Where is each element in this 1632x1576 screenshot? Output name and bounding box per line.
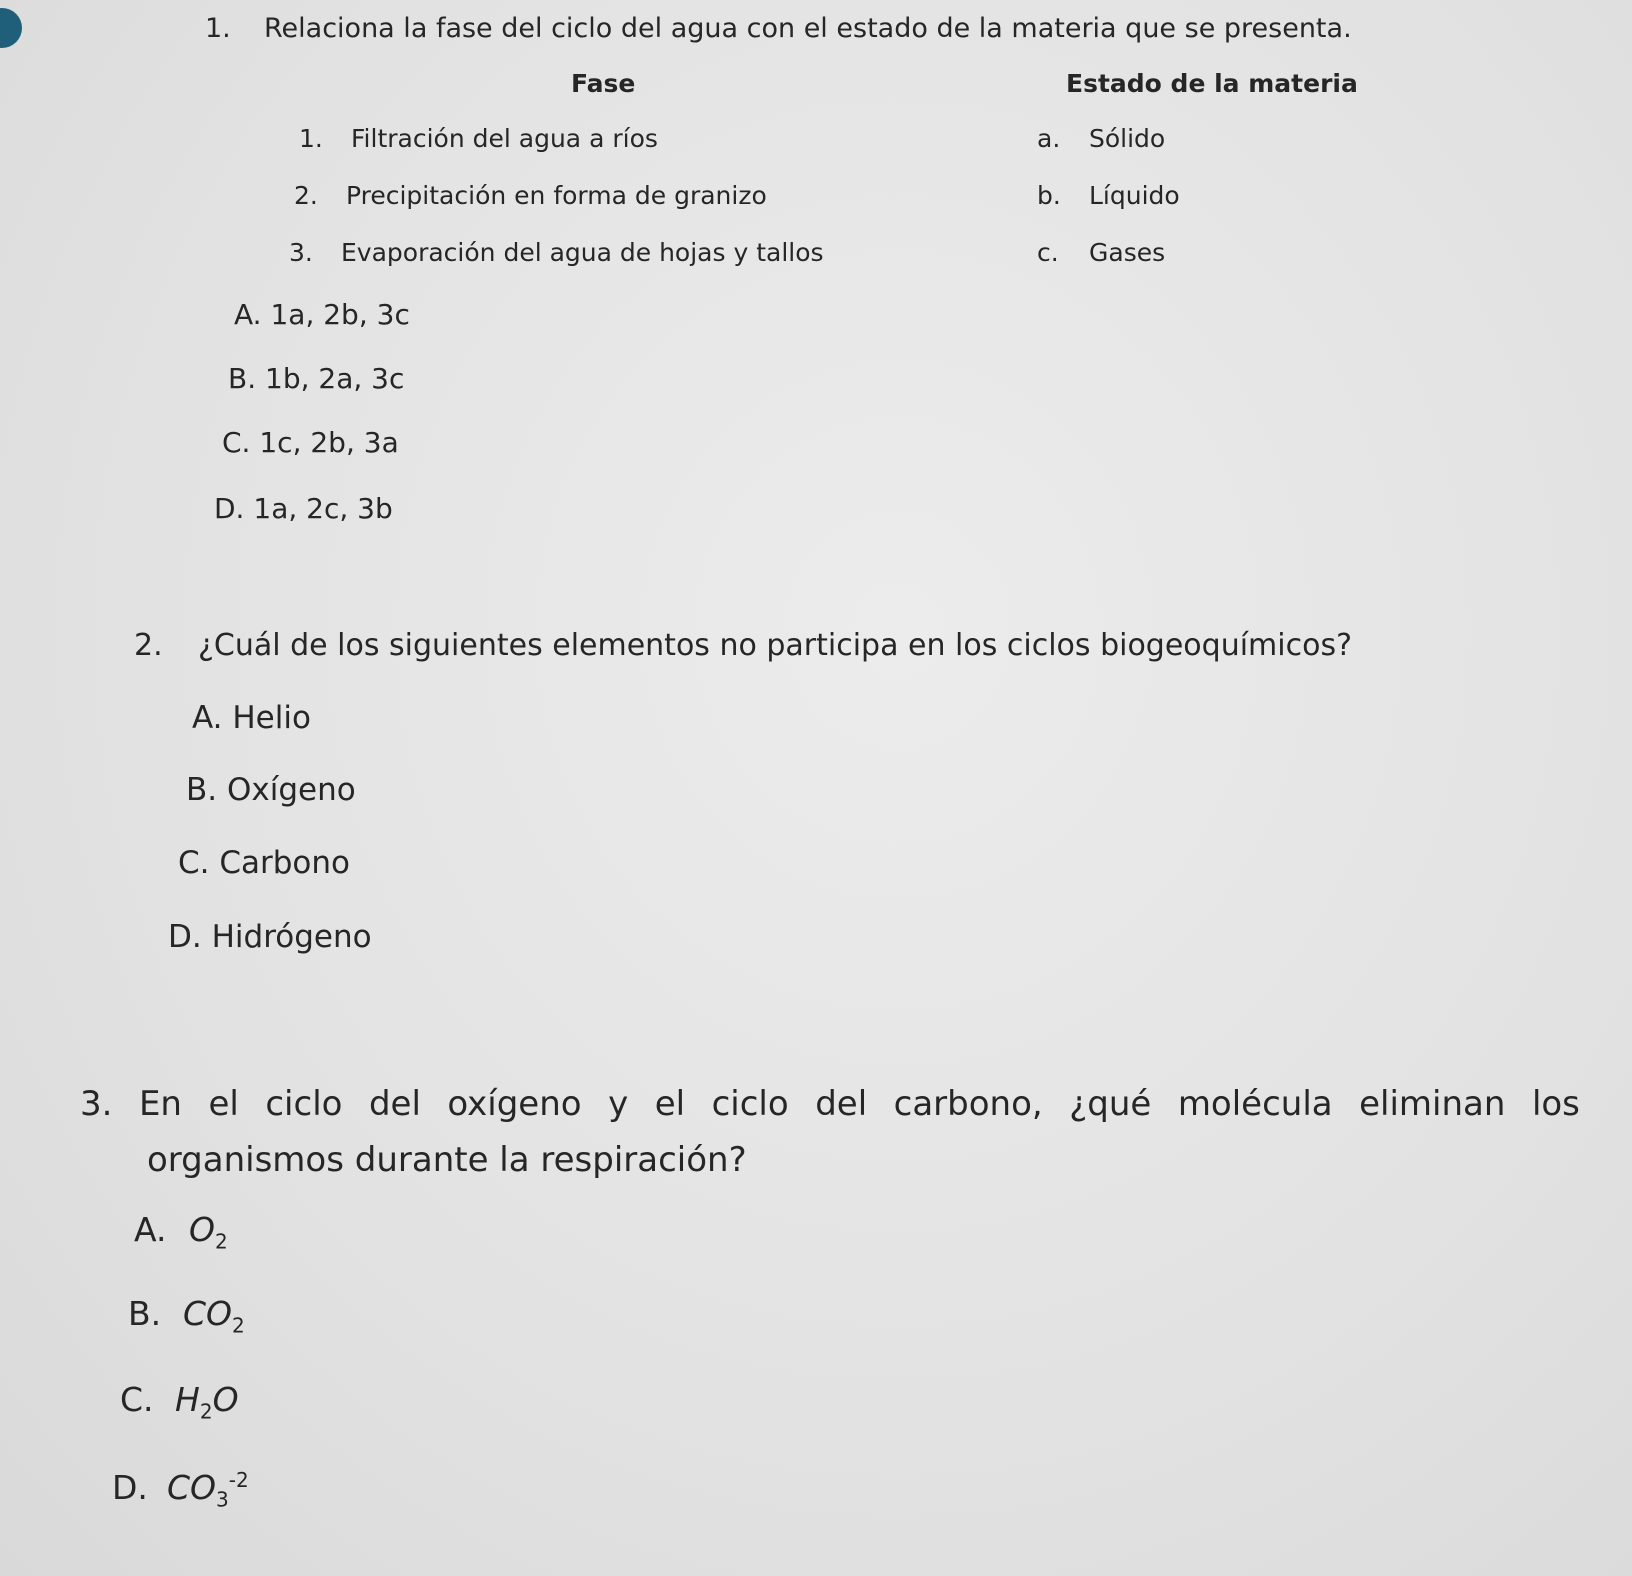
question-2-option-c[interactable]	[178, 845, 350, 881]
option-label: B.	[228, 362, 257, 395]
question-2-option-a[interactable]	[192, 700, 311, 736]
state-text: Gases	[1089, 238, 1166, 267]
question-3-word: del	[815, 1084, 868, 1124]
option-text: Carbono	[219, 845, 351, 881]
option-text: Oxígeno	[226, 772, 356, 808]
option-text: 1a, 2b, 3c	[270, 298, 410, 331]
option-label: C.	[222, 426, 251, 459]
option-label: B.	[186, 772, 218, 808]
question-3-option-a[interactable]	[134, 1210, 228, 1254]
formula-h2o: $H_2O$	[175, 1380, 239, 1424]
phase-item-2	[294, 181, 767, 210]
question-3-option-b[interactable]	[128, 1294, 245, 1338]
question-1-option-a[interactable]	[234, 298, 410, 331]
question-3-word: carbono,	[893, 1084, 1043, 1124]
formula-o2: $O_2$	[189, 1210, 228, 1254]
question-3-word: el	[208, 1084, 239, 1124]
question-3-word: En	[138, 1084, 182, 1124]
option-label: C.	[178, 845, 210, 881]
question-2-option-b[interactable]	[186, 772, 356, 808]
question-2	[134, 628, 1352, 663]
phase-item-3	[289, 238, 824, 267]
column-header-estado: Estado de la materia	[1066, 69, 1358, 98]
question-3-option-c[interactable]	[120, 1380, 239, 1424]
question-1-text: Relaciona la fase del ciclo del agua con el estado de la materia que se presenta.	[264, 13, 1352, 44]
question-2-text: ¿Cuál de los siguientes elementos no participa en los ciclos biogeoquímicos?	[198, 628, 1353, 663]
option-label: A.	[234, 298, 262, 331]
question-3-line-1	[80, 1076, 1580, 1132]
option-label: C.	[120, 1380, 154, 1419]
column-header-fase: Fase	[571, 69, 636, 98]
question-3-word: eliminan	[1359, 1084, 1506, 1124]
option-label: A.	[134, 1210, 167, 1249]
phase-text: Filtración del agua a ríos	[351, 124, 658, 153]
option-label: D.	[112, 1468, 148, 1507]
question-3-word: oxígeno	[447, 1084, 582, 1124]
page-edge-decoration	[0, 8, 22, 48]
formula-co3: $CO_3^{-2}$	[167, 1468, 249, 1512]
option-label: D.	[214, 492, 245, 525]
option-text: 1a, 2c, 3b	[253, 492, 393, 525]
question-1-option-b[interactable]	[228, 362, 404, 395]
question-1-option-c[interactable]	[222, 426, 399, 459]
phase-item-1	[299, 124, 658, 153]
question-3-word: ciclo	[711, 1084, 789, 1124]
question-3-word: ¿qué	[1069, 1084, 1152, 1124]
question-3-word: ciclo	[265, 1084, 343, 1124]
phase-number: 3.	[289, 238, 313, 267]
question-3-word: los	[1531, 1084, 1580, 1124]
question-3-option-d[interactable]	[112, 1468, 249, 1512]
question-2-number: 2.	[134, 628, 163, 663]
question-1-option-d[interactable]	[214, 492, 393, 525]
question-3-word: el	[654, 1084, 686, 1124]
state-text: Sólido	[1089, 124, 1166, 153]
option-label: B.	[128, 1294, 162, 1333]
phase-number: 1.	[299, 124, 323, 153]
option-text: Hidrógeno	[211, 919, 372, 955]
state-letter: c.	[1037, 238, 1059, 267]
question-3-word: molécula	[1177, 1084, 1333, 1124]
option-text: Helio	[232, 700, 311, 736]
state-text: Líquido	[1089, 181, 1180, 210]
question-2-option-d[interactable]	[168, 919, 372, 955]
option-text: 1b, 2a, 3c	[265, 362, 405, 395]
formula-co2: $CO_2$	[183, 1294, 245, 1338]
question-1-number: 1.	[205, 13, 231, 44]
question-3-number: 3.	[80, 1084, 113, 1124]
option-text: 1c, 2b, 3a	[259, 426, 399, 459]
question-3-word: del	[368, 1084, 421, 1124]
state-item-b	[1037, 181, 1180, 210]
phase-text: Precipitación en forma de granizo	[346, 181, 767, 210]
state-item-c	[1037, 238, 1165, 267]
phase-text: Evaporación del agua de hojas y tallos	[341, 238, 824, 267]
question-3-word: y	[608, 1084, 629, 1124]
question-3	[80, 1076, 1580, 1188]
phase-number: 2.	[294, 181, 318, 210]
state-letter: a.	[1037, 124, 1061, 153]
state-item-a	[1037, 124, 1165, 153]
option-label: D.	[168, 919, 202, 955]
question-3-line-2: organismos durante la respiración?	[147, 1140, 747, 1180]
state-letter: b.	[1037, 181, 1061, 210]
option-label: A.	[192, 700, 223, 736]
